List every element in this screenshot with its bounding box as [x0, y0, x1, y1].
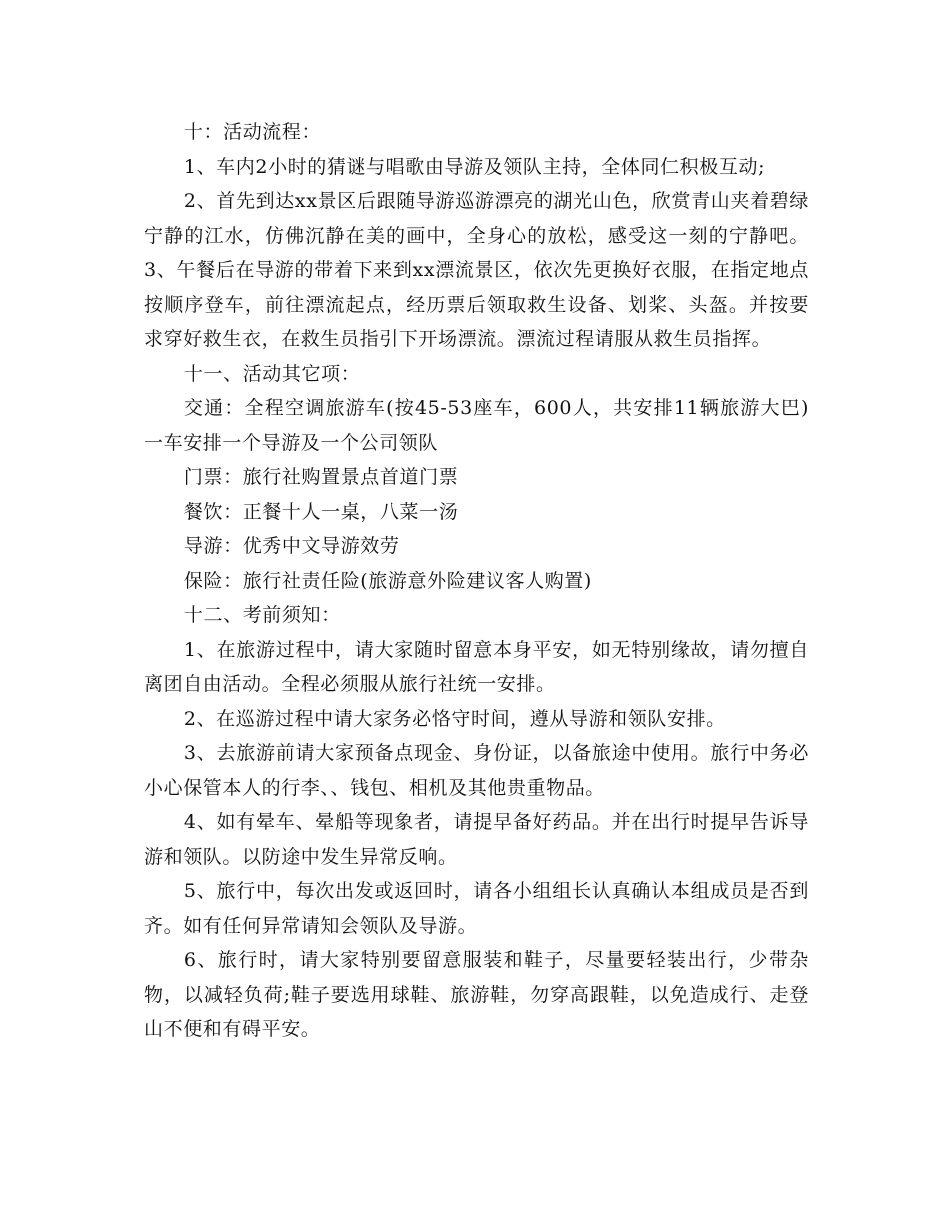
paragraph-notice-2: 2、在巡游过程中请大家务必恪守时间，遵从导游和领队安排。 [183, 707, 726, 730]
paragraph-meals: 餐饮：正餐十人一桌，八菜一汤 [183, 500, 459, 523]
paragraph-flow-item-2-3: 2、首先到达xx景区后跟随导游巡游漂亮的湖光山色，欣赏青山夹着碧绿宁静的江水，仿佛沉静在美的画中，全身心的放松，感受这一刻的宁静吧。 3、午餐后在导游的带着下来到xx漂流景区，依次先更换好衣服，在指定地点按顺序登车，前往漂流起点，经历票后领取救生设备、划桨、头盔。并按要求穿好救生衣，在救生员指引下开场漂流。漂流过程请服从救生员指挥。 [144, 190, 809, 350]
heading-notices: 十二、考前须知： [183, 604, 341, 626]
paragraph-notice-1: 1、在旅游过程中，请大家随时留意本身平安，如无特别缘故，请勿擅自离团自由活动。全程必须服从旅行社统一安排。 [144, 638, 809, 695]
paragraph-guide: 导游：优秀中文导游效劳 [183, 535, 400, 557]
heading-activity-flow: 十：活动流程： [183, 121, 322, 143]
paragraph-flow-item-1: 1、车内2小时的猜谜与唱歌由导游及领队主持，全体同仁积极互动; [183, 155, 766, 178]
paragraph-notice-4: 4、如有晕车、晕船等现象者，请提早备好药品。并在出行时提早告诉导游和领队。以防途中发生异常反响。 [144, 811, 809, 868]
heading-other-items: 十一、活动其它项： [183, 362, 361, 385]
paragraph-notice-3: 3、去旅游前请大家预备点现金、身份证，以备旅途中使用。旅行中务必小心保管本人的行李、、钱包、相机及其他贵重物品。 [144, 742, 809, 799]
paragraph-transport: 交通：全程空调旅游车(按45-53座车，600人，共安排11辆旅游大巴)一车安排一个导游及一个公司领队 [144, 397, 809, 454]
paragraph-notice-5: 5、旅行中，每次出发或返回时，请各小组组长认真确认本组成员是否到齐。如有任何异常请知会领队及导游。 [144, 880, 809, 937]
paragraph-notice-6: 6、旅行时，请大家特别要留意服装和鞋子，尽量要轻装出行，少带杂物，以减轻负荷;鞋子要选用球鞋、旅游鞋，勿穿高跟鞋，以免造成行、走登山不便和有碍平安。 [144, 949, 809, 1040]
paragraph-insurance: 保险：旅行社责任险(旅游意外险建议客人购置) [183, 569, 592, 592]
document-body [144, 115, 809, 1047]
paragraph-tickets: 门票：旅行社购置景点首道门票 [183, 466, 459, 488]
